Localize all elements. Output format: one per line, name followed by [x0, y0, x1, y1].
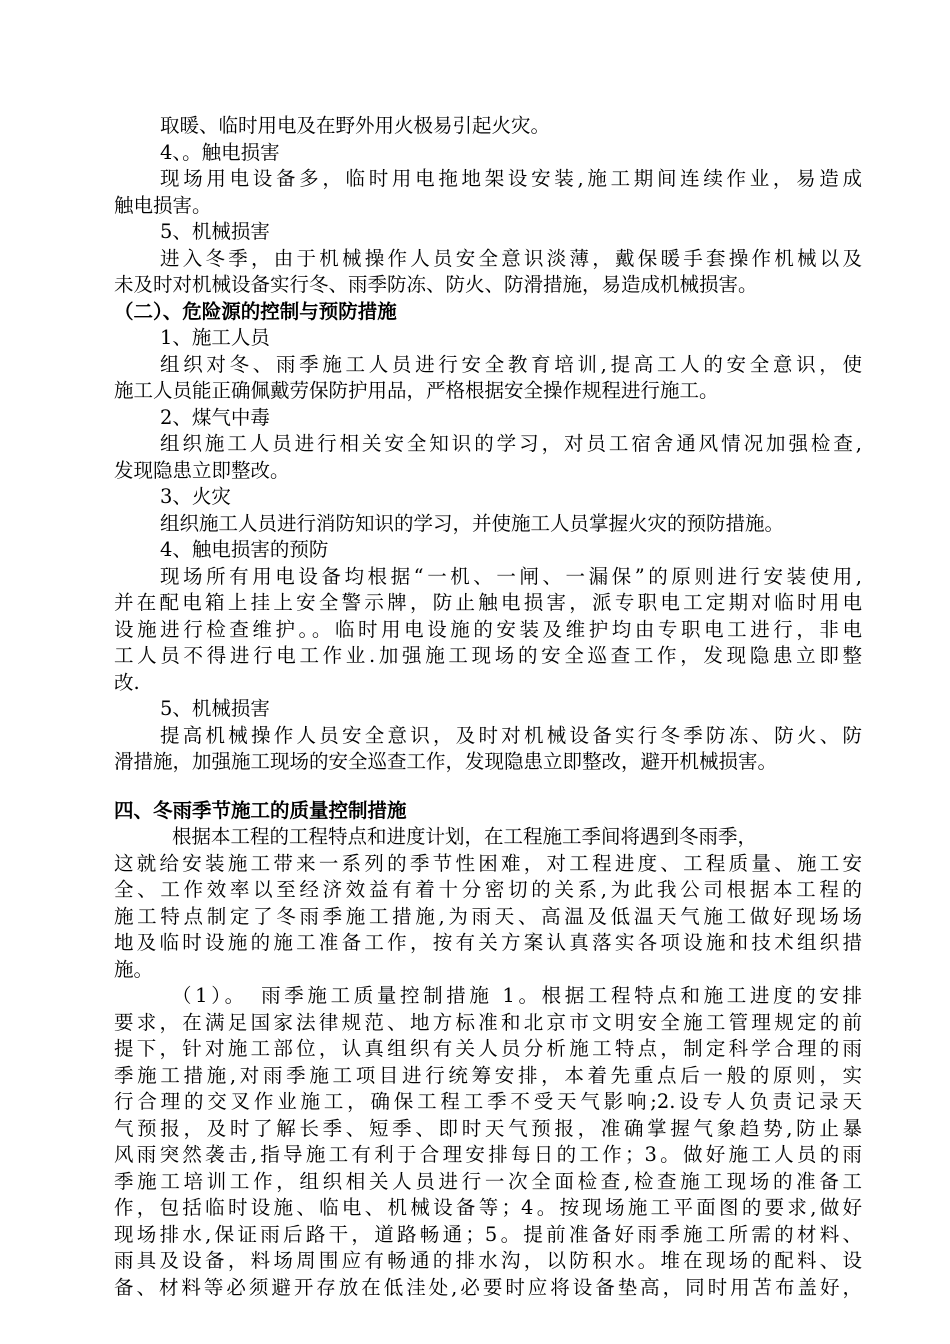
text-line: 未及时对机械设备实行冬、雨季防冻、防火、防滑措施，易造成机械损害。 — [114, 273, 758, 296]
text-line: 要求，在满足国家法律规范、地方标准和北京市文明安全施工管理规定的前 — [114, 1010, 862, 1034]
text-line: 5、机械损害 — [160, 697, 270, 720]
text-line: 气预报，及时了解长季、短季、即时天气预报，准确掌握气象趋势,防止暴 — [114, 1116, 862, 1140]
text-line: （1）。 雨季施工质量控制措施 1。根据工程特点和施工进度的安排 — [172, 984, 862, 1007]
text-line: 发现隐患立即整改。 — [114, 458, 290, 482]
text-line: 3、火灾 — [160, 485, 231, 508]
text-line: 全、工作效率以至经济效益有着十分密切的关系,为此我公司根据本工程的 — [114, 878, 862, 901]
section-heading: 四、冬雨季节施工的质量控制措施 — [114, 798, 407, 822]
text-line: 风雨突然袭击,指导施工有利于合理安排每日的工作；3。做好施工人员的雨 — [114, 1143, 862, 1166]
text-line: 组织施工人员进行相关安全知识的学习，对员工宿舍通风情况加强检查, — [160, 432, 862, 455]
text-line: 雨具及设备，料场周围应有畅通的排水沟，以防积水。堆在现场的配料、设 — [114, 1249, 862, 1272]
text-line: 地及临时设施的施工准备工作，按有关方案认真落实各项设施和技术组织措 — [114, 931, 862, 954]
text-line: 取暖、临时用电及在野外用火极易引起火灾。 — [160, 114, 551, 137]
text-line: 根据本工程的工程特点和进度计划，在工程施工季间将遇到冬雨季， — [172, 825, 758, 848]
section-heading: （二）、危险源的控制与预防措施 — [114, 299, 397, 323]
text-line: 现场所有用电设备均根据“一机、一闸、一漏保”的原则进行安装使用, — [160, 564, 862, 588]
document-page — [114, 113, 862, 1301]
text-line: 现场排水,保证雨后路干，道路畅通；5。提前准备好雨季施工所需的材料、 — [114, 1222, 862, 1246]
text-line: 组织对冬、雨季施工人员进行安全教育培训,提高工人的安全意识，使 — [160, 352, 862, 376]
text-line: 4、触电损害的预防 — [160, 538, 329, 561]
text-line: 触电损害。 — [114, 193, 212, 217]
text-line: 进入冬季，由于机械操作人员安全意识淡薄，戴保暖手套操作机械以及 — [160, 246, 862, 270]
text-line: 施工人员能正确佩戴劳保防护用品，严格根据安全操作规程进行施工。 — [114, 379, 719, 402]
text-line: 季施工培训工作，组织相关人员进行一次全面检查,检查施工现场的准备工 — [114, 1169, 862, 1193]
text-line: 施工特点制定了冬雨季施工措施,为雨天、高温及低温天气施工做好现场场 — [114, 904, 862, 928]
text-line: 施。 — [114, 957, 154, 981]
text-line: 并在配电箱上挂上安全警示牌，防止触电损害，派专职电工定期对临时用电 — [114, 591, 862, 614]
text-line: 工人员不得进行电工作业.加强施工现场的安全巡查工作，发现隐患立即整 — [114, 644, 862, 667]
text-line: 改. — [114, 670, 140, 694]
text-line: 这就给安装施工带来一系列的季节性困难，对工程进度、工程质量、施工安 — [114, 851, 862, 875]
text-line: 季施工措施,对雨季施工项目进行统筹安排，本着先重点后一般的原则，实 — [114, 1063, 862, 1087]
text-line: 提高机械操作人员安全意识，及时对机械设备实行冬季防冻、防火、防 — [160, 723, 862, 747]
text-line: 备、材料等必须避开存放在低洼处,必要时应将设备垫高，同时用苫布盖好， — [114, 1275, 862, 1299]
blank-line — [114, 776, 862, 798]
text-line: 组织施工人员进行消防知识的学习，并使施工人员掌握火灾的预防措施。 — [160, 511, 785, 535]
text-line: 作，包括临时设施、临电、机械设备等；4。按现场施工平面图的要求,做好 — [114, 1196, 862, 1219]
text-line: 5、机械损害 — [160, 220, 270, 243]
text-line: 2、煤气中毒 — [160, 405, 270, 429]
text-line: 提下，针对施工部位，认真组织有关人员分析施工特点，制定科学合理的雨 — [114, 1037, 862, 1060]
text-line: 现场用电设备多，临时用电拖地架设安装,施工期间连续作业，易造成 — [160, 167, 862, 190]
text-line: 设施进行检查维护。。临时用电设施的安装及维护均由专职电工进行，非电 — [114, 617, 862, 641]
text-line: 行合理的交叉作业施工，确保工程工季不受天气影响;2.设专人负责记录天 — [114, 1090, 862, 1113]
text-line: 1、施工人员 — [160, 326, 270, 349]
text-line: 滑措施，加强施工现场的安全巡查工作，发现隐患立即整改，避开机械损害。 — [114, 750, 778, 773]
text-line: 4、。触电损害 — [160, 140, 280, 164]
